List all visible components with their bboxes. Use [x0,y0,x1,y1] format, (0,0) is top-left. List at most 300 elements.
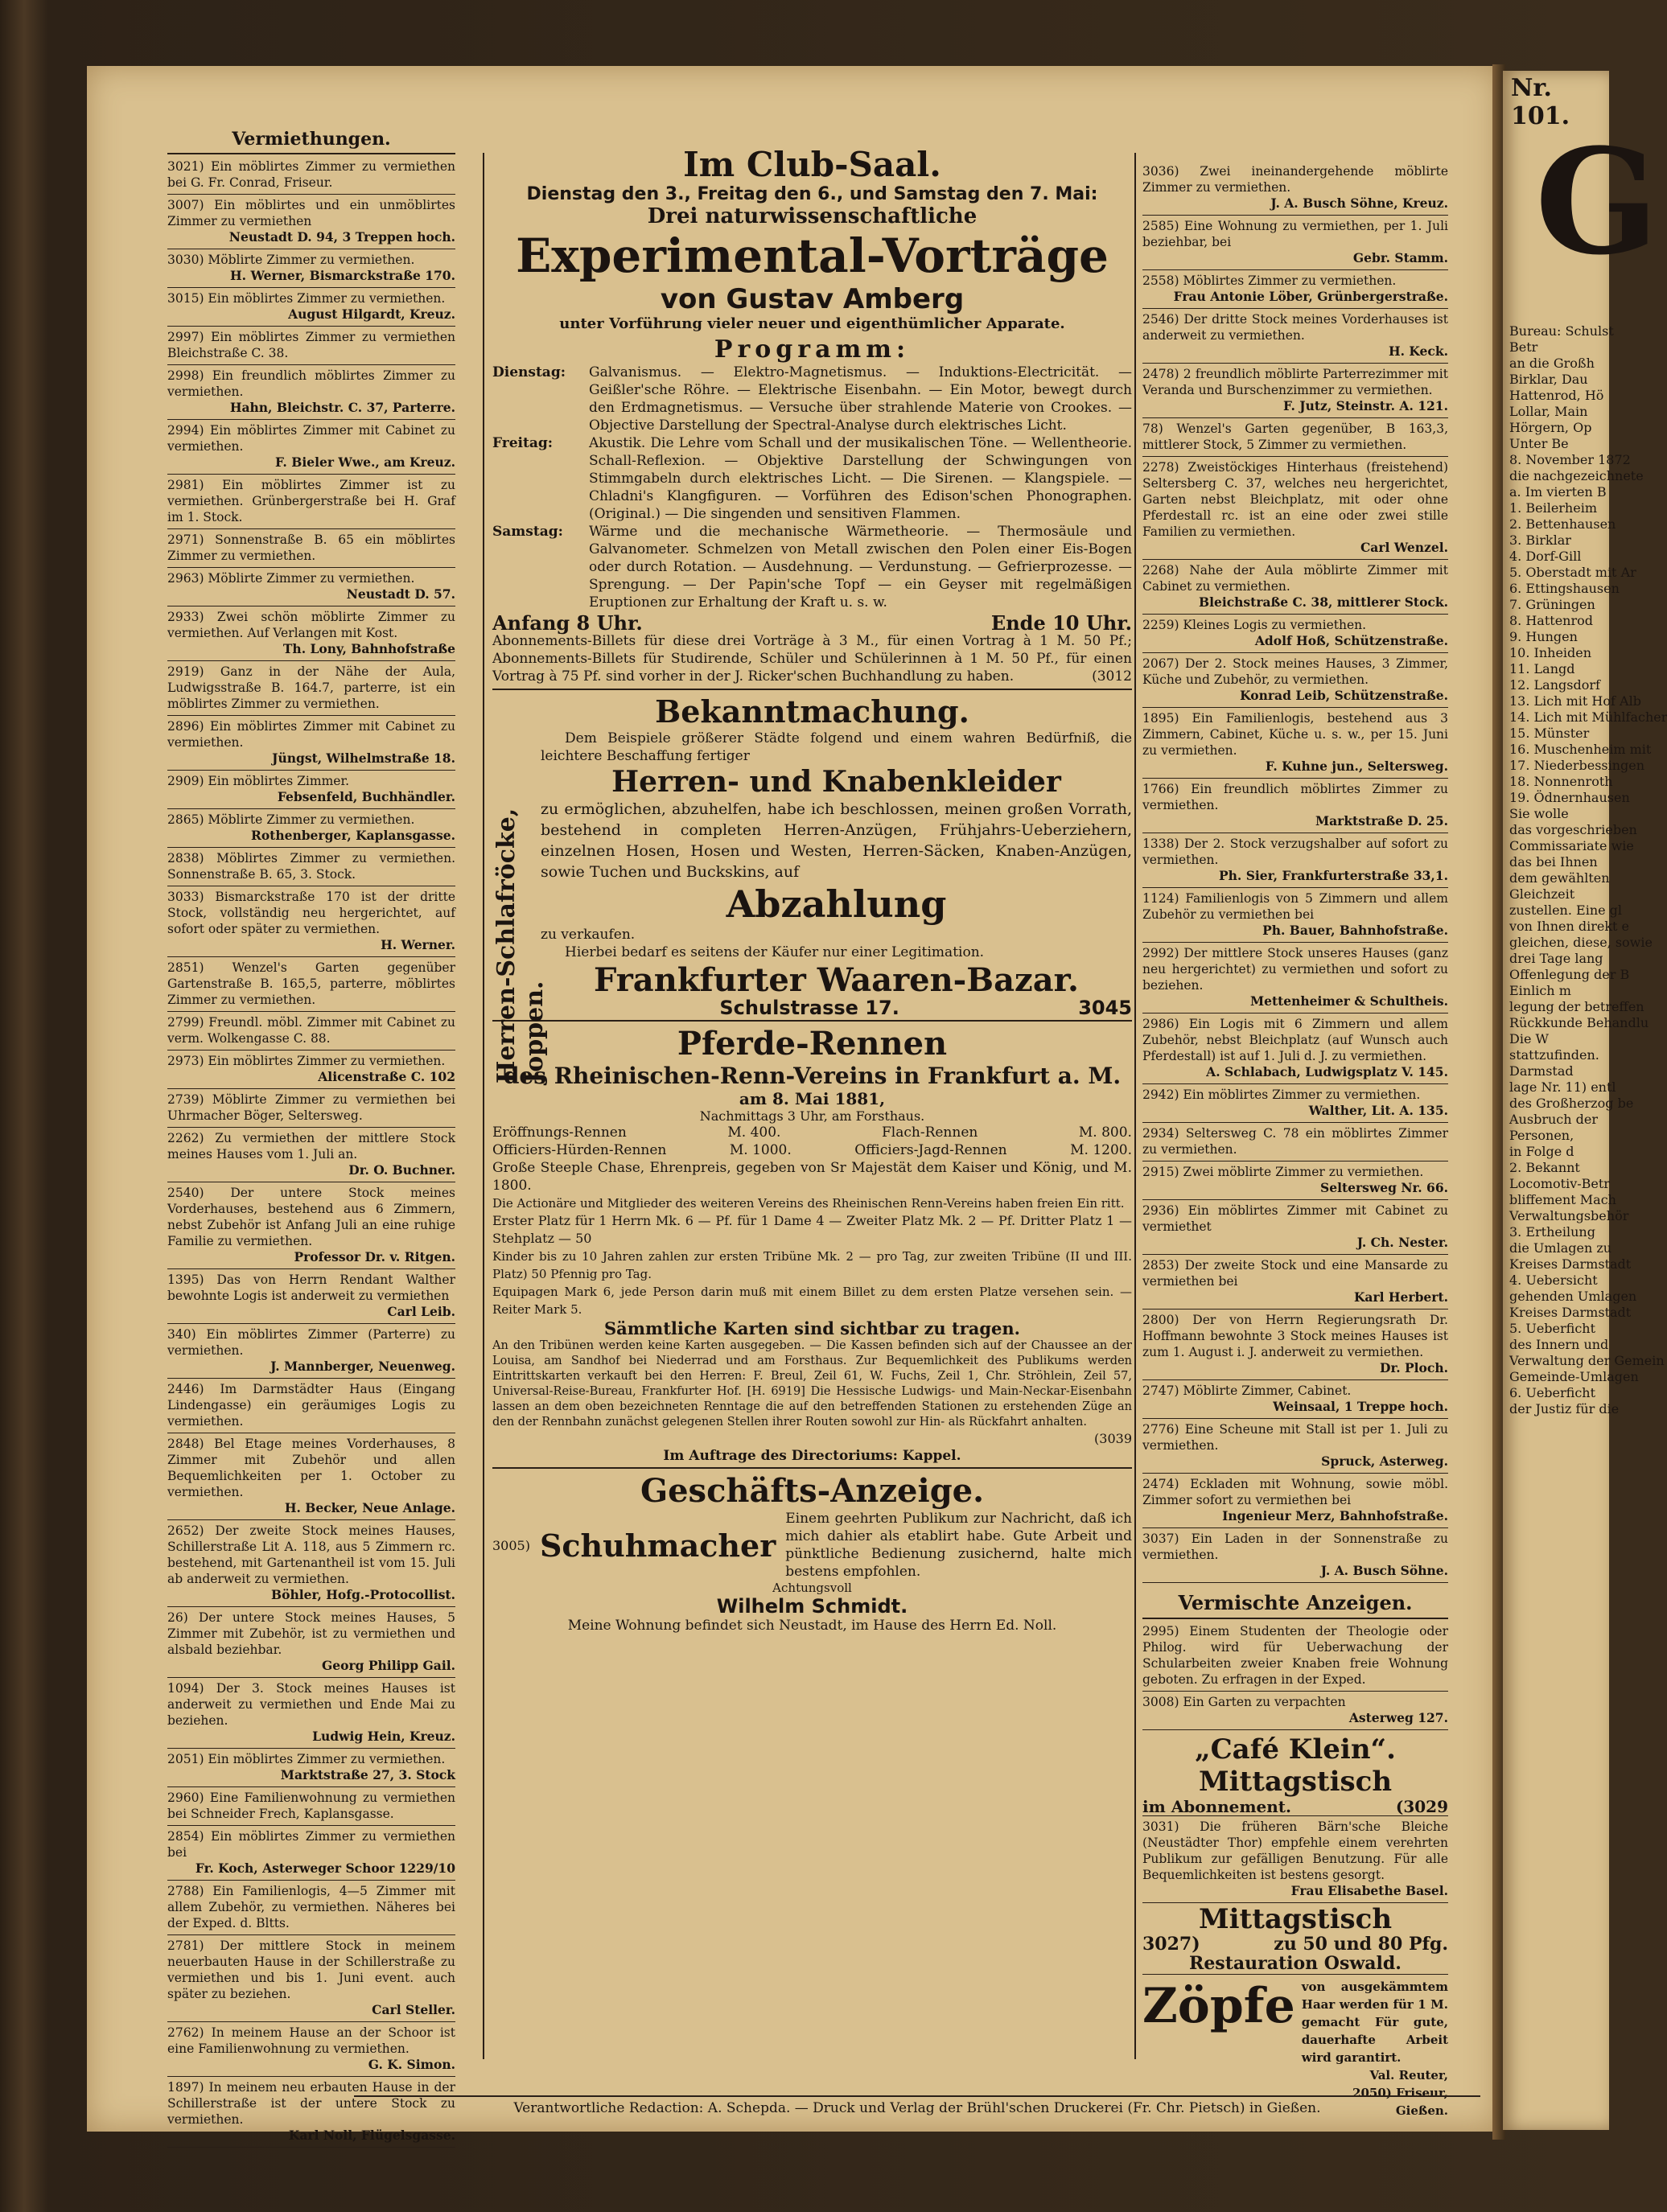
fragment-line: 4. Dorf-Gill [1509,549,1582,564]
bek-p3: zu verkaufen. [541,927,636,943]
gesch-addr: Meine Wohnung befindet sich Neustadt, im Hause des Herrn Ed. Noll. [567,1618,1057,1634]
ad-item [1142,1123,1448,1162]
column-vermiethungen [167,129,455,2148]
fragment-line: 11. Langd [1509,661,1575,676]
ad-signature: Neustadt D. 94, 3 Treppen hoch. [228,229,455,245]
zoepfe-addr: 2050) Friseur, Gießen. [1352,2086,1448,2118]
club-main: Experimental-Vorträge [516,228,1109,283]
ad-signature: H. Keck. [1388,343,1448,359]
fragment-line: 9. Hungen [1509,629,1578,644]
fragment-line: 2. Bettenhausen [1509,516,1616,532]
program-text: Wärme und die mechanische Wärmetheorie. — Thermosäule und Galvanometer. Schmelzen von Metall zwischen den Polen einer Eis-Bogen oder durch Rotation. — Ausdehnung. — Verdunstung. — Gefrierprozesse. — Sprengung. — Der Papin'sche Topf — ein Geyser mit regelmäßigen Eruptionen zur Erhaltung der Kraft u. s. w. [589,524,1132,611]
ad-text: 3008) Ein Garten zu verpachten [1142,1695,1346,1709]
ad-signature: Carl Leib. [387,1304,455,1319]
fragment-line: Gemeinde-Umlagen [1509,1369,1639,1384]
ad-item [167,1089,455,1128]
ad-text: 2942) Ein möblirtes Zimmer zu vermiethen. [1142,1087,1421,1102]
bleiche-text: 3031) Die früheren Bärn'sche Bleiche (Neustädter Thor) empfehle einem verehrten Publikum zur gefälligen Benutzung. Für alle Bequemlichkeiten ist bestens gesorgt. [1142,1819,1448,1882]
pferde-sub: des Rheinischen-Renn-Vereins in Frankfurt a. M. [503,1063,1122,1089]
ad-item [1142,1310,1448,1380]
fragment-line: Locomotiv-Betr [1509,1176,1610,1191]
section-heading: Vermiethungen. [167,129,455,154]
program-item [492,523,1132,611]
ad-signature: Neustadt D. 57. [346,586,455,602]
fragment-line: bliffement Mach [1509,1192,1616,1207]
race-cell: Eröffnungs-Rennen [492,1125,627,1141]
fragment-line: Commissariate wie [1509,838,1634,853]
ad-signature: August Hilgardt, Kreuz. [288,306,455,322]
ad-signature: Spruck, Asterweg. [1321,1453,1448,1469]
ad-item [167,1324,455,1379]
fragment-line: die Umlagen zu [1509,1240,1612,1256]
fragment-line: Rückkunde Behandlu [1509,1015,1649,1030]
program-text: Akustik. Die Lehre vom Schall und der musikalischen Töne. — Wellentheorie. Schall-Reflexion. — Objektive Darstellung der Schwingungen von Stimmgabeln durch elektrisches Licht. — Die Sirenen. — Klangspiele. — Chladni's Klangfiguren. — Vorführen des Edison'schen Phonographen. (Original.) — Die singenden und sensitiven Flammen. [589,435,1132,522]
ad-signature: Georg Philipp Gail. [322,1658,455,1673]
bek-firm: Frankfurter Waaren-Bazar. [594,961,1079,999]
ad-item [1142,1162,1448,1200]
fragment-line: lage Nr. 11) entl [1509,1079,1616,1095]
ad-text: 26) Der untere Stock meines Hauses, 5 Zimmer mit Zubehör, ist zu vermiethen und alsbald beziehbar. [167,1610,455,1657]
ad-item [167,1269,455,1324]
ad-signature: Carl Steller. [372,2002,455,2017]
ad-item [1142,364,1448,418]
ad-signature: J. Ch. Nester. [1356,1235,1448,1250]
ad-item [167,1433,455,1520]
ad-text: 2446) Im Darmstädter Haus (Eingang Lindengasse) ein geräumiges Logis zu vermiethen. [167,1382,455,1429]
fragment-line: 3. Birklar [1509,532,1571,548]
ad-text: 2933) Zwei schön möblirte Zimmer zu vermiethen. Auf Verlangen mit Kost. [167,610,455,640]
ad-text: 2739) Möblirte Zimmer zu vermiethen bei Uhrmacher Böger, Seltersweg. [167,1092,455,1123]
fragment-line: 8. Hattenrod [1509,613,1593,628]
ad-list [1142,161,1448,1583]
ad-item [167,1881,455,1935]
gesch-acht: Achtungsvoll [772,1581,852,1595]
ad-text: 2934) Seltersweg C. 78 ein möblirtes Zimmer zu vermiethen. [1142,1126,1448,1157]
ad-item [1142,653,1448,708]
gesch-title: Geschäfts-Anzeige. [640,1472,985,1510]
pferde-note: Die Actionäre und Mitglieder des weiteren Vereins des Rheinischen Renn-Vereins haben freien Ein ritt. [492,1196,1125,1211]
fragment-line: 7. Grüningen [1509,597,1595,612]
ad-item [1142,418,1448,457]
fragment-line: drei Tage lang [1509,951,1603,966]
ad-item [1142,888,1448,943]
ad-text: 3030) Möblirte Zimmer zu vermiethen. [167,253,415,267]
fragment-line: 5. Oberstadt mit Ar [1509,565,1636,580]
ad-list [167,156,455,2148]
race-cell: M. 1200. [1070,1142,1132,1158]
ad-signature: F. Bieler Wwe., am Kreuz. [274,454,455,470]
fragment-line: in Folge d [1509,1144,1574,1159]
fragment-line: legung der betreffen [1509,999,1644,1014]
ad-item [167,957,455,1012]
fragment-line: 4. Uebersicht [1509,1273,1598,1288]
program-item [492,364,1132,434]
ad-text: 2540) Der untere Stock meines Vorderhauses, bestehend aus 6 Zimmern, nebst Zubehör ist Anfang Juli an eine ruhige Familie zu vermiethen. [167,1186,455,1248]
ad-text: 2478) 2 freundlich möblirte Parterrezimmer mit Veranda und Burschenzimmer zu vermiethen. [1142,367,1448,397]
ad-signature: A. Schlabach, Ludwigsplatz V. 145. [1206,1064,1448,1079]
ad-signature: Weinsaal, 1 Treppe hoch. [1273,1399,1448,1414]
club-under: unter Vorführung vieler neuer und eigenthümlicher Apparate. [559,315,1065,332]
pferde-title: Pferde-Rennen [677,1025,948,1063]
ad-item [167,771,455,809]
bek-h3: Abzahlung [726,882,947,926]
ad-item [167,475,455,529]
ad-item [167,1826,455,1881]
gesch-text: Einem geehrten Publikum zur Nachricht, daß ich mich dahier als etablirt habe. Gute Arbeit und pünktliche Bedienung zusichernd, halte mich bestens empfohlen. [785,1511,1132,1580]
ad-item [1142,161,1448,216]
ad-text: 2558) Möblirtes Zimmer zu vermiethen. [1142,273,1397,288]
fragment-line: Unter Be [1509,436,1569,451]
race-cell: Flach-Rennen [881,1125,978,1141]
ad-text: 2781) Der mittlere Stock in meinem neuerbauten Hause in der Schillerstraße zu vermiethen und bis 1. Juni event. auch später zu beziehen. [167,1939,455,2001]
ad-item [167,249,455,288]
ad-signature: Hahn, Bleichstr. C. 37, Parterre. [229,400,455,415]
column-right [1142,161,1448,2119]
fragment-line: Ausbruch der [1509,1112,1598,1127]
ad-item [1142,1528,1448,1583]
ad-text: 1766) Ein freundlich möblirtes Zimmer zu vermiethen. [1142,782,1448,812]
ad-item [167,365,455,420]
ad-signature: H. Werner. [381,937,455,952]
pferde-prices: Erster Platz für 1 Herrn Mk. 6 — Pf. für 1 Dame 4 — Zweiter Platz Mk. 2 — Pf. Dritter Platz 1 — Stehplatz — 50 [492,1213,1132,1246]
ad-signature: Frau Antonie Löber, Grünbergerstraße. [1173,289,1448,304]
ad-item [167,886,455,957]
ad-text: 2800) Der von Herrn Regierungsrath Dr. Hoffmann bewohnte 3 Stock meines Hauses ist zum 1. August i. J. anderweit zu vermiethen. [1142,1313,1448,1359]
ad-text: 2854) Ein möblirtes Zimmer zu vermiethen bei [167,1829,455,1860]
fragment-line: Hörgern, Op [1509,420,1592,435]
ad-text: 2546) Der dritte Stock meines Vorderhauses ist anderweit zu vermiethen. [1142,312,1448,343]
ad-text: 1395) Das von Herrn Rendant Walther bewohnte Logis ist anderweit zu vermiethen [167,1273,455,1303]
issue-number: Nr. 101. [1511,74,1570,130]
bleiche-who: Frau Elisabethe Basel. [1290,1883,1448,1898]
fragment-line: Birklar, Dau [1509,372,1588,387]
ad-text: 2799) Freundl. möbl. Zimmer mit Cabinet zu verm. Wolkengasse C. 88. [167,1015,455,1046]
ad-text: 2973) Ein möblirtes Zimmer zu vermiethen. [167,1054,446,1068]
fragment-line: Hattenrod, Hö [1509,388,1604,403]
fragment-line: Offenlegung der B [1509,967,1630,982]
ad-signature: Th. Lony, Bahnhofstraße [282,641,455,656]
bek-num: 3045 [1078,997,1132,1019]
ad-signature: Böhler, Hofg.-Protocollist. [271,1587,455,1602]
ad-item [167,1678,455,1749]
ad-signature: H. Becker, Neue Anlage. [284,1500,455,1515]
ad-item [1142,1084,1448,1123]
ad-signature: Mettenheimer & Schultheis. [1249,993,1448,1009]
ad-item [1142,943,1448,1013]
ad-item [1142,779,1448,833]
ad-text: 2776) Eine Scheune mit Stall ist per 1. Juli zu vermiethen. [1142,1422,1448,1453]
bek-title: Bekanntmachung. [655,693,969,730]
fragment-line: 18. Nonnenroth [1509,774,1613,789]
ad-text: 2838) Möblirtes Zimmer zu vermiethen. Sonnenstraße B. 65, 3. Stock. [167,851,455,882]
ad-text: 2268) Nahe der Aula möblirte Zimmer mit Cabinet zu vermiethen. [1142,563,1448,594]
mittag2-sub: zu 50 und 80 Pfg. [1274,1934,1448,1955]
ad-item [1142,708,1448,779]
ad-signature: Rothenberger, Kaplansgasse. [250,828,455,843]
fragment-line: 6. Ettingshausen [1509,581,1620,596]
ad-text: 2994) Ein möblirtes Zimmer mit Cabinet zu vermiethen. [167,423,455,454]
program-item [492,434,1132,523]
club-sub: Drei naturwissenschaftliche [647,204,978,228]
fragment-line: die nachgezeichnete [1509,468,1644,483]
ad-signature: J. Mannberger, Neuenweg. [270,1359,455,1374]
pferde-date: am 8. Mai 1881, [739,1089,886,1108]
fragment-line: Bureau: Schulst [1509,323,1614,339]
ad-text: 2067) Der 2. Stock meines Hauses, 3 Zimmer, Küche und Zubehör, zu vermiethen. [1142,656,1448,687]
ad-signature: Ingenieur Merz, Bahnhofstraße. [1222,1508,1448,1523]
fragment-line: 1. Beilerheim [1509,500,1597,516]
ad-text: 340) Ein möblirtes Zimmer (Parterre) zu vermiethen. [167,1327,455,1358]
fragment-line: a. Im vierten B [1509,484,1607,500]
ad-signature: Marktstraße D. 25. [1315,813,1448,828]
ad-item [1142,270,1448,309]
program-title: Programm: [714,335,911,364]
ad-item [1142,1200,1448,1255]
ad-item [167,1607,455,1678]
pferde-equip: Equipagen Mark 6, jede Person darin muß mit einem Billet zu dem ersten Platze versehen sein. — Reiter Mark 5. [492,1285,1132,1317]
ad-text: 2262) Zu vermiethen der mittlere Stock meines Hauses vom 1. Juli an. [167,1131,455,1162]
ad-item [167,1935,455,2022]
ad-text: 3007) Ein möblirtes und ein unmöblirtes Zimmer zu vermiethen [167,198,455,228]
ad-item [167,1182,455,1269]
ad-item [167,606,455,661]
program-text: Galvanismus. — Elektro-Magnetismus. — Induktions-Electricität. — Geißler'sche Röhre. — Elektrische Eisenbahn. — Ein Motor, bewegt durch den Erdmagnetismus. — Versuche über strahlende Materie von Crookes. — Objective Darstellung der Spectral-Analyse durch elektrisches Licht. [589,364,1132,434]
fragment-line: 19. Ödnernhausen [1509,790,1630,805]
ad-signature: F. Jutz, Steinstr. A. 121. [1283,398,1448,413]
fragment-line: 8. November 1872 [1509,452,1631,467]
ad-signature: Asterweg 127. [1348,1710,1448,1725]
ad-text: 1895) Ein Familienlogis, bestehend aus 3 Zimmern, Cabinet, Küche u. s. w., per 15. Juni zu vermiethen. [1142,711,1448,758]
ad-signature: G. K. Simon. [368,2057,455,2072]
fragment-line: 5. Ueberficht [1509,1321,1596,1336]
ad-signature: Ph. Sier, Frankfurterstraße 33,1. [1218,868,1448,883]
ad-item [1142,309,1448,364]
ad-item [1142,1013,1448,1084]
fragment-line: Betr [1509,339,1538,355]
ad-signature: H. Werner, Bismarckstraße 170. [230,268,455,283]
bek-h2: Herren- und Knabenkleider [611,765,1061,799]
club-title: Im Club-Saal. [683,145,941,184]
ad-text: 2995) Einem Studenten der Theologie oder Philog. wird für Ueberwachung der Schularbeiten zweier Knaben freie Wohnung geboten. Zu erfragen in der Exped. [1142,1624,1448,1687]
vertical-label: Herren-Schlafröcke, Joppen. [492,808,549,1083]
fragment-line: 10. Inheiden [1509,645,1592,660]
gesch-name: Wilhelm Schmidt. [716,1595,908,1618]
ad-signature: Ph. Bauer, Bahnhofstraße. [1262,923,1448,938]
fragment-line: das vorgeschrieben [1509,822,1637,837]
ad-text: 2278) Zweistöckiges Hinterhaus (freistehend) Seltersberg C. 37, welches neu hergerichtet, Garten nebst Bleichplatz, mit oder ohne Pferdestall rc. ist an eine oder zwei stille Familien zu vermiethen. [1142,460,1448,539]
ad-item [167,420,455,475]
mittag2-title: Mittagstisch [1198,1903,1393,1935]
ad-item [1142,1692,1448,1730]
zoepfe-word: Zöpfe [1142,1978,1295,2034]
ad-text: 1897) In meinem neu erbauten Hause in der Schillerstraße ist der untere Stock zu vermiethen. [167,2080,455,2127]
cafe-abo: im Abonnement. [1142,1797,1291,1816]
ad-text: 2896) Ein möblirtes Zimmer mit Cabinet zu vermiethen. [167,719,455,750]
ad-signature: Alicenstraße C. 102 [318,1069,455,1084]
tickets-text: Abonnements-Billets für diese drei Vorträge à 3 M., für einen Vortrag à 1 M. 50 Pf.; Abonnements-Billets für Studirende, Schüler und Schülerinnen à 1 M. 50 Pf., für einen Vortrag à 75 Pf. sind vorher in der J. Ricker'schen Buchhandlung zu haben. [492,633,1132,685]
ad-item [1142,1474,1448,1528]
fragment-line: gehenden Umlagen [1509,1289,1637,1304]
ad-signature: F. Kuhne jun., Seltersweg. [1265,759,1448,774]
fragment-line: Darmstad [1509,1063,1574,1079]
footer: Verantwortliche Redaction: A. Schepda. — Druck und Verlag der Brühl'schen Druckerei (Fr. Chr. Pietsch) in Gießen. [354,2095,1480,2116]
ad-item [167,809,455,848]
ad-text: 2474) Eckladen mit Wohnung, sowie möbl. Zimmer sofort zu vermiethen bei [1142,1477,1448,1507]
ad-text: 2259) Kleines Logis zu vermiethen. [1142,618,1367,632]
ad-text: 3037) Ein Laden in der Sonnenstraße zu vermiethen. [1142,1532,1448,1562]
ad-text: 1124) Familienlogis von 5 Zimmern und allem Zubehör zu vermiethen bei [1142,891,1448,922]
club-dates: Dienstag den 3., Freitag den 6., und Samstag den 7. Mai: [526,184,1098,204]
ad-text: 2585) Eine Wohnung zu vermiethen, per 1. Juli beziehbar, bei [1142,219,1448,249]
fragment-line: Sie wolle [1509,806,1569,821]
ad-text: 2652) Der zweite Stock meines Hauses, Schillerstraße Lit A. 118, aus 5 Zimmern rc. bestehend, mit Gartenantheil ist vom 15. Juli ab anderweit zu vermiethen. [167,1523,455,1586]
tickets [492,632,1132,685]
ad-signature: Ludwig Hein, Kreuz. [312,1729,455,1744]
fragment-line: an die Großh [1509,356,1595,371]
verm-title: Vermischte Anzeigen. [1142,1591,1448,1619]
ad-item [167,529,455,568]
fragment-line: Lollar, Main [1509,404,1588,419]
ad-signature: Adolf Hoß, Schützenstraße. [1254,633,1448,648]
ad-item [167,1128,455,1182]
ad-item [167,1012,455,1050]
ad-item [167,156,455,195]
fragment-line: 3. Ertheilung [1509,1224,1595,1240]
zoepfe-name: Val. Reuter, [1369,2068,1448,2082]
cafe-mittag: Mittagstisch [1198,1766,1393,1798]
race-row [492,1124,1132,1141]
mittag2-resto: Restauration Oswald. [1189,1953,1402,1974]
pferde-info: An den Tribünen werden keine Karten ausgegeben. — Die Kassen befinden sich auf der Chaussee an der Louisa, am Sandhof bei Niederrad und am Forsthaus. Zur Bequemlichkeit des Publikums werden Eintrittskarten verkauft bei den Herren: F. Breul, Zeil 61, W. Fuchs, Zeil 1, Chr. Ströhlein, Zeil 57, Universal-Reise-Bureau, Frankfurter Hof. [H. 6919] Die Hessische Ludwigs- und Main-Neckar-Eisenbahn lassen an dem oben bezeichneten Renntage die auf den betreffenden Stationen zu erstehenden Züge an den der Rennbahn zunächst gelegenen Stellen ihrer Routen sowohl zur Hin- als Rückfahrt anhalten. [492,1339,1132,1429]
fragment-line: 17. Niederbessingen [1509,758,1645,773]
ad-item [167,661,455,716]
ad-item [167,716,455,771]
ad-number: (3012 [1092,668,1132,685]
ad-text: 3036) Zwei ineinandergehende möblirte Zimmer zu vermiethen. [1142,164,1448,195]
program-day: Samstag: [492,524,563,540]
ad-text: 2981) Ein möblirtes Zimmer ist zu vermiethen. Grünbergerstraße bei H. Graf im 1. Stock. [167,478,455,524]
ad-item [1142,833,1448,888]
fragment-line: des Innern und [1509,1337,1609,1352]
fragment-line: gleichen, diese, sowie [1509,935,1653,950]
fragment-line: Kreises Darmstadt [1509,1256,1632,1272]
ad-item [167,1050,455,1089]
bek-p1: Dem Beispiele größerer Städte folgend und einem wahren Bedürfniß, die leichtere Beschaffung fertiger [541,730,1132,764]
right-page-fragment [1503,71,1667,2130]
ad-text: 2848) Bel Etage meines Vorderhauses, 8 Zimmer mit Zubehör und allen Bequemlichkeiten per 1. October zu vermiethen. [167,1437,455,1499]
pferde-karten: Sämmtliche Karten sind sichtbar zu tragen. [604,1318,1020,1338]
ad-signature: Professor Dr. v. Ritgen. [294,1249,455,1264]
ad-item [167,1379,455,1433]
fragment-line: stattzufinden. [1509,1047,1599,1063]
ad-text: 2963) Möblirte Zimmer zu vermiethen. [167,571,415,586]
ad-signature: Fr. Koch, Asterweger Schoor 1229/10 [195,1860,455,1876]
fragment-line: 12. Langsdorf [1509,677,1600,693]
ad-signature: Carl Wenzel. [1360,540,1448,555]
ad-item [167,1749,455,1787]
fragment-line: zustellen. Eine gl [1509,902,1623,918]
fragment-line: 14. Lich mit Mühlfacher [1509,709,1667,725]
ad-text: 2915) Zwei möblirte Zimmer zu vermiethen. [1142,1165,1424,1179]
fragment-line: Einlich m [1509,983,1571,998]
race-cell: M. 800. [1078,1125,1132,1141]
bek-p4: Hierbei bedarf es seitens der Käufer nur einer Legitimation. [565,944,985,960]
ad-text: 2051) Ein möblirtes Zimmer zu vermiethen. [167,1752,446,1766]
ad-signature: J. A. Busch Söhne, Kreuz. [1270,195,1448,211]
race-cell: M. 400. [727,1125,781,1141]
ad-signature: Marktstraße 27, 3. Stock [280,1767,455,1782]
zoepfe-text: von ausgekämmtem Haar werden für 1 M. gemacht Für gute, dauerhafte Arbeit wird garantirt. [1301,1980,1448,2065]
ad-item [1142,1380,1448,1419]
pferde-time: Nachmittags 3 Uhr, am Forsthaus. [699,1108,925,1124]
ad-item [167,568,455,606]
fragment-line: von Ihnen direkt e [1509,919,1630,934]
ad-signature: Jüngst, Wilhelmstraße 18. [272,750,455,766]
ad-text: 2788) Ein Familienlogis, 4—5 Zimmer mit allem Zubehör, zu vermiethen. Näheres bei der Exped. d. Bltts. [167,1884,455,1930]
fragment-line: Personen, [1509,1128,1574,1143]
cafe-title: „Café Klein“. [1195,1733,1396,1766]
ad-signature: Seltersweg Nr. 66. [1320,1180,1448,1195]
fragment-line: 6. Ueberficht [1509,1385,1596,1400]
mittag2-num: 3027) [1142,1934,1200,1955]
ad-text: 2762) In meinem Hause an der Schoor ist eine Familienwohnung zu vermiethen. [167,2025,455,2056]
ad-text: 3015) Ein möblirtes Zimmer zu vermiethen. [167,291,446,306]
ad-item [167,327,455,365]
ad-signature: Walther, Lit. A. 135. [1308,1103,1448,1118]
fragment-line: der Justiz für die [1509,1401,1620,1416]
race-cell: Officiers-Jagd-Rennen [854,1142,1007,1158]
ad-text: 2865) Möblirte Zimmer zu vermiethen. [167,812,415,827]
race-table [492,1124,1132,1159]
ad-item [1142,1255,1448,1310]
ad-text: 78) Wenzel's Garten gegenüber, B 163,3, mittlerer Stock, 5 Zimmer zu vermiethen. [1142,421,1448,452]
pferde-num: (3039 [1094,1431,1132,1446]
ad-text: 2919) Ganz in der Nähe der Aula, Ludwigsstraße B. 164.7, parterre, ist ein möblirtes Zimmer zu vermiethen. [167,664,455,711]
ad-signature: Karl Herbert. [1353,1289,1448,1305]
ad-signature: Konrad Leib, Schützenstraße. [1240,688,1448,703]
ad-text: 2851) Wenzel's Garten gegenüber Gartenstraße B. 165,5, parterre, möblirtes Zimmer zu vermiethen. [167,960,455,1007]
pferde-steeple: Große Steeple Chase, Ehrenpreis, gegeben von Sr Majestät dem Kaiser und König, und M. 1800. [492,1160,1132,1194]
ad-text: 3021) Ein möblirtes Zimmer zu vermiethen bei G. Fr. Conrad, Friseur. [167,159,455,190]
ad-signature: Karl Noll, Flügelsgasse. [288,2128,455,2143]
pferde-sign: Im Auftrage des Directoriums: Kappel. [663,1448,961,1464]
ad-item [1142,457,1448,560]
program-list [492,364,1132,611]
column-rule [1134,153,1136,2059]
ad-item [167,1520,455,1607]
ad-text: 2992) Der mittlere Stock unseres Hauses (ganz neu hergerichtet) zu vermiethen und sofort zu beziehen. [1142,946,1448,993]
ad-item [167,288,455,327]
ad-item [1142,560,1448,615]
ad-item [1142,615,1448,653]
ad-item [1142,1621,1448,1692]
fragment-line: des Großherzog be [1509,1096,1634,1111]
race-row [492,1141,1132,1159]
fragment-line: Gleichzeit [1509,886,1575,902]
fragment-line: 16. Muschenheim mit [1509,742,1652,757]
ad-item [167,195,455,249]
ad-text: 2998) Ein freundlich möblirtes Zimmer zu vermiethen. [167,368,455,399]
ad-signature: J. A. Busch Söhne. [1320,1563,1448,1578]
fragment-text [1503,323,1667,1417]
ad-text: 2971) Sonnenstraße B. 65 ein möblirtes Zimmer zu vermiethen. [167,532,455,563]
ad-text: 2997) Ein möblirtes Zimmer zu vermiethen Bleichstraße C. 38. [167,330,455,360]
verm-list [1142,1621,1448,1730]
ad-signature: Dr. O. Buchner. [348,1162,455,1178]
ad-text: 3033) Bismarckstraße 170 ist der dritte Stock, vollständig neu hergerichtet, auf sofort oder später zu vermiethen. [167,890,455,936]
ad-item [167,1787,455,1826]
fragment-line: dem gewählten [1509,870,1610,886]
